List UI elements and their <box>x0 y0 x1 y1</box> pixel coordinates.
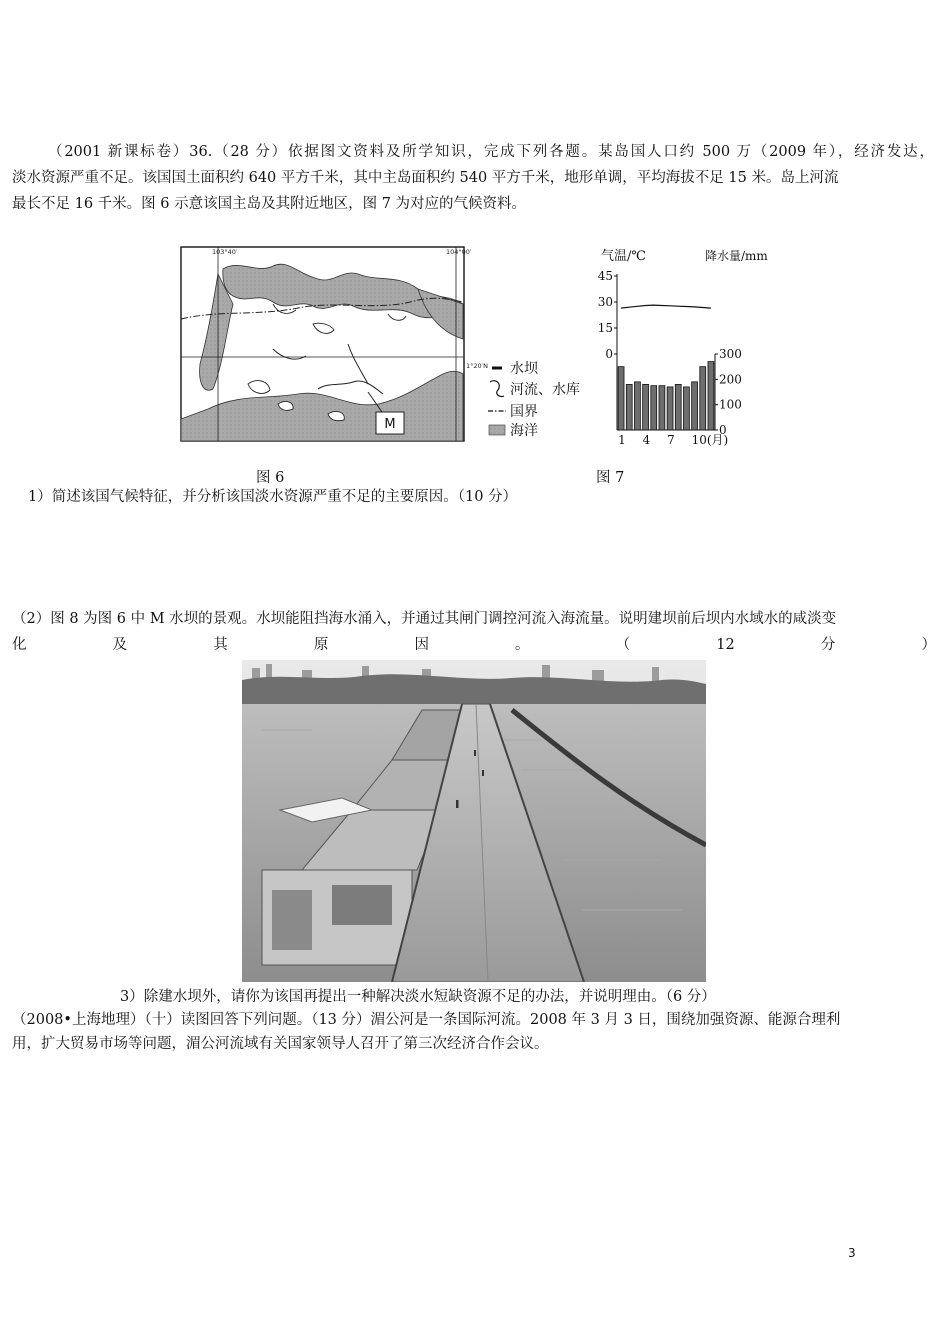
lon-left-label: 103°40′ <box>212 248 238 256</box>
q1-subquestion-3: 3）除建水坝外，请你为该国再提出一种解决淡水短缺资源不足的办法，并说明理由。（6 分） <box>120 989 716 1005</box>
x-tick-label: 10(月) <box>691 433 729 447</box>
temp-axis-title: 气温/℃ <box>601 249 646 264</box>
precip-axis-title: 降水量/mm <box>705 249 768 263</box>
precip-tick-label: 300 <box>719 347 742 361</box>
x-tick-label: 7 <box>667 433 675 447</box>
precip-bar <box>667 387 673 430</box>
q1-2-char: 原 <box>313 637 329 653</box>
map-legend <box>488 360 580 439</box>
q1-2-char: 及 <box>112 637 128 653</box>
temp-tick-label: 0 <box>605 347 613 361</box>
precip-bar <box>643 384 649 430</box>
q1-2-char: 因 <box>414 637 429 653</box>
q1-line2: 淡水资源严重不足。该国国土面积约 640 平方千米，其中主岛面积约 540 平方千米，地形单调，平均海拔不足 15 米。岛上河流 <box>12 170 839 186</box>
figure-7-caption: 图 7 <box>596 470 625 486</box>
dam-marker-label: M <box>384 417 396 432</box>
q1-2-char: 其 <box>213 637 228 653</box>
temp-tick-label: 45 <box>597 269 613 283</box>
precip-bar <box>659 386 665 430</box>
precip-bar <box>675 384 681 430</box>
x-tick-label: 4 <box>642 433 651 447</box>
temp-tick-label: 30 <box>597 295 613 309</box>
q1-subquestion-2-line1: （2）图 8 为图 6 中 M 水坝的景观。水坝能阻挡海水涌入，并通过其闸门调控河流入海流量。说明建坝前后坝内水域水的咸淡变 <box>12 611 837 627</box>
precip-bar <box>692 382 698 430</box>
figure-7-climate-chart <box>595 244 785 449</box>
q1-2-char: （ <box>615 637 631 653</box>
q2-line1: （2008•上海地理）（十）读图回答下列问题。（13 分）湄公河是一条国际河流。2008 年 3 月 3 日，围绕加强资源、能源合理利 <box>12 1012 841 1028</box>
figure-6-map <box>178 244 598 444</box>
precip-bar <box>683 387 689 430</box>
x-tick-label: 1 <box>618 433 626 447</box>
precip-bar <box>626 384 632 430</box>
legend-sea-icon <box>489 425 505 435</box>
q1-2-char: 12 <box>716 637 735 653</box>
q1-line1: （2001 新课标卷）36.（28 分）依据图文资料及所学知识，完成下列各题。某岛国人口约 500 万（2009 年），经济发达， <box>48 144 934 160</box>
precip-tick-label: 200 <box>719 372 742 387</box>
figure-8-dam-photo <box>242 660 706 982</box>
legend-sea-label: 海洋 <box>510 423 538 439</box>
precip-bar <box>618 367 624 430</box>
q1-subquestion-2-line2 <box>12 632 936 658</box>
precip-bar <box>700 367 706 430</box>
q2-line2: 用，扩大贸易市场等问题，湄公河流域有关国家领导人召开了第三次经济合作会议。 <box>12 1036 549 1052</box>
legend-border-label: 国界 <box>510 404 538 420</box>
q1-line3: 最长不足 16 千米。图 6 示意该国主岛及其附近地区，图 7 为对应的气候资料。 <box>12 196 527 212</box>
precip-bar <box>708 362 714 430</box>
legend-river-icon <box>490 381 504 397</box>
q1-2-char: 化 <box>12 637 27 653</box>
page-number: 3 <box>848 1246 856 1260</box>
q1-2-char: ） <box>921 637 936 653</box>
precip-tick-label: 0 <box>719 423 727 437</box>
precip-bar <box>651 386 657 430</box>
q1-2-char: 。 <box>515 637 530 653</box>
precip-bar <box>634 382 640 430</box>
figure-6-caption: 图 6 <box>256 470 285 486</box>
precip-tick-label: 100 <box>719 397 742 412</box>
temperature-line <box>621 305 711 308</box>
q1-subquestion-1: 1）简述该国气候特征，并分析该国淡水资源严重不足的主要原因。（10 分） <box>28 489 518 505</box>
lat-label: 1°20′N <box>466 362 488 370</box>
q1-2-char: 分 <box>820 637 836 653</box>
legend-river-label: 河流、水库 <box>510 382 580 398</box>
temp-tick-label: 15 <box>597 321 613 335</box>
chart-plot <box>598 269 742 447</box>
lon-right-label: 104°00′ <box>446 248 472 256</box>
legend-dam-label: 水坝 <box>510 361 538 377</box>
